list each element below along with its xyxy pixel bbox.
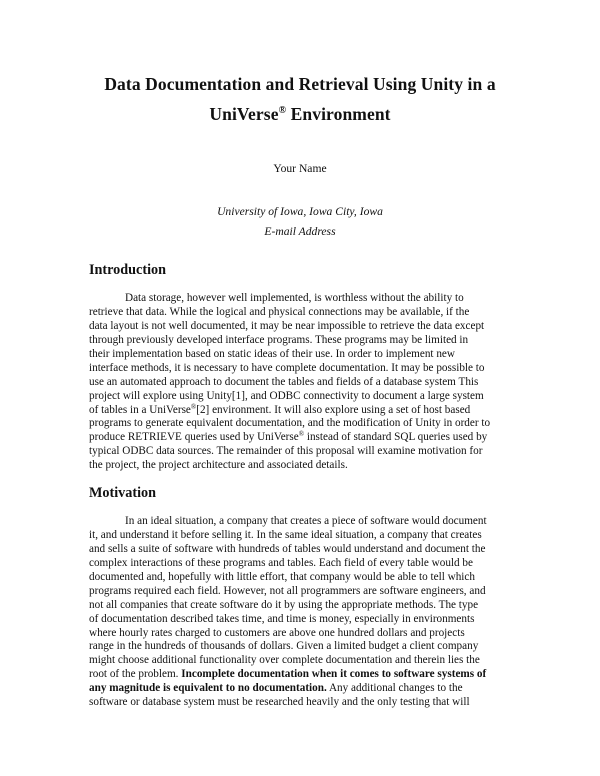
intro-line: project will explore using Unity[1], and ODBC connectivity to document a large system [89, 389, 484, 402]
motivation-line: programs required each field. However, not all programmers are software engineers, and [89, 584, 486, 597]
intro-line: Data storage, however well implemented, is worthless without the ability to [125, 292, 464, 304]
author-email: E-mail Address [264, 225, 336, 238]
motivation-line: not all companies that create software do it by using the appropriate methods. The type [89, 598, 479, 611]
motivation-paragraph [89, 515, 513, 710]
intro-line: data layout is not well documented, it may be near impossible to retrieve the data except [89, 319, 485, 332]
motivation-line: complex interactions of these programs and tables. Each field of every table would be [89, 556, 473, 569]
intro-line: interface methods, it is necessary to have complete documentation. It may be possible to [89, 361, 485, 374]
section-heading-introduction: Introduction [89, 262, 166, 278]
registered-mark: ® [190, 402, 197, 411]
motivation-line: In an ideal situation, a company that creates a piece of software would document [125, 515, 487, 527]
motivation-line: it, and understand it before selling it. In the same ideal situation, a company that creates [89, 528, 482, 541]
intro-line: produce RETRIEVE queries used by UniVerse® instead of standard SQL queries used by [89, 430, 488, 444]
intro-line: use an automated approach to document the tables and fields of a database system This [89, 375, 479, 388]
intro-line: through previously developed interface programs. These programs may be limited in [89, 333, 469, 346]
motivation-line: where hourly rates charged to customers are above one hundred dollars and projects [89, 626, 465, 639]
intro-line: programs to generate equivalent documentation, and the modification of Unity in order to [89, 417, 491, 430]
motivation-line: of documentation described takes time, and time is money, especially in environments [89, 612, 475, 625]
emphasis-text: any magnitude is equivalent to no documentation. [89, 682, 327, 695]
motivation-line: root of the problem. Incomplete documentation when it comes to software systems of [89, 668, 487, 681]
intro-line: their implementation based on static ideas of their use. In order to implement new [89, 347, 455, 360]
emphasis-text: Incomplete documentation when it comes to software systems of [181, 668, 487, 681]
intro-line: typical ODBC data sources. The remainder of this proposal will examine motivation for [89, 445, 483, 458]
title-universe: UniVerse [209, 104, 279, 124]
paper-title-line-1: Data Documentation and Retrieval Using Unity in a [104, 74, 496, 94]
introduction-paragraph [89, 292, 513, 473]
intro-line: of tables in a UniVerse®[2] environment. It will also explore using a set of host based [89, 402, 471, 416]
intro-line: the project, the project architecture and associated details. [89, 459, 348, 472]
title-environment: Environment [286, 104, 391, 124]
author-affiliation: University of Iowa, Iowa City, Iowa [217, 205, 383, 218]
motivation-line: range in the hundreds of thousands of dollars. Given a limited budget a client company [89, 640, 479, 653]
section-heading-motivation: Motivation [89, 485, 156, 501]
registered-mark: ® [298, 430, 305, 439]
motivation-line: software or database system must be researched heavily and the only testing that will [89, 696, 470, 709]
motivation-line: any magnitude is equivalent to no documentation. Any additional changes to the [89, 682, 463, 695]
intro-line: retrieve that data. While the logical and physical connections may be available, if the [89, 305, 470, 318]
motivation-line: might choose additional functionality over complete documentation and therein lies the [89, 654, 480, 667]
registered-mark: ® [278, 105, 287, 116]
author-name: Your Name [273, 162, 327, 175]
motivation-line: documented and, hopefully with little effort, that company would be able to tell which [89, 570, 475, 583]
paper-title-line-2 [0, 104, 600, 124]
motivation-line: and sells a suite of software with hundreds of tables would understand and document the [89, 542, 486, 555]
